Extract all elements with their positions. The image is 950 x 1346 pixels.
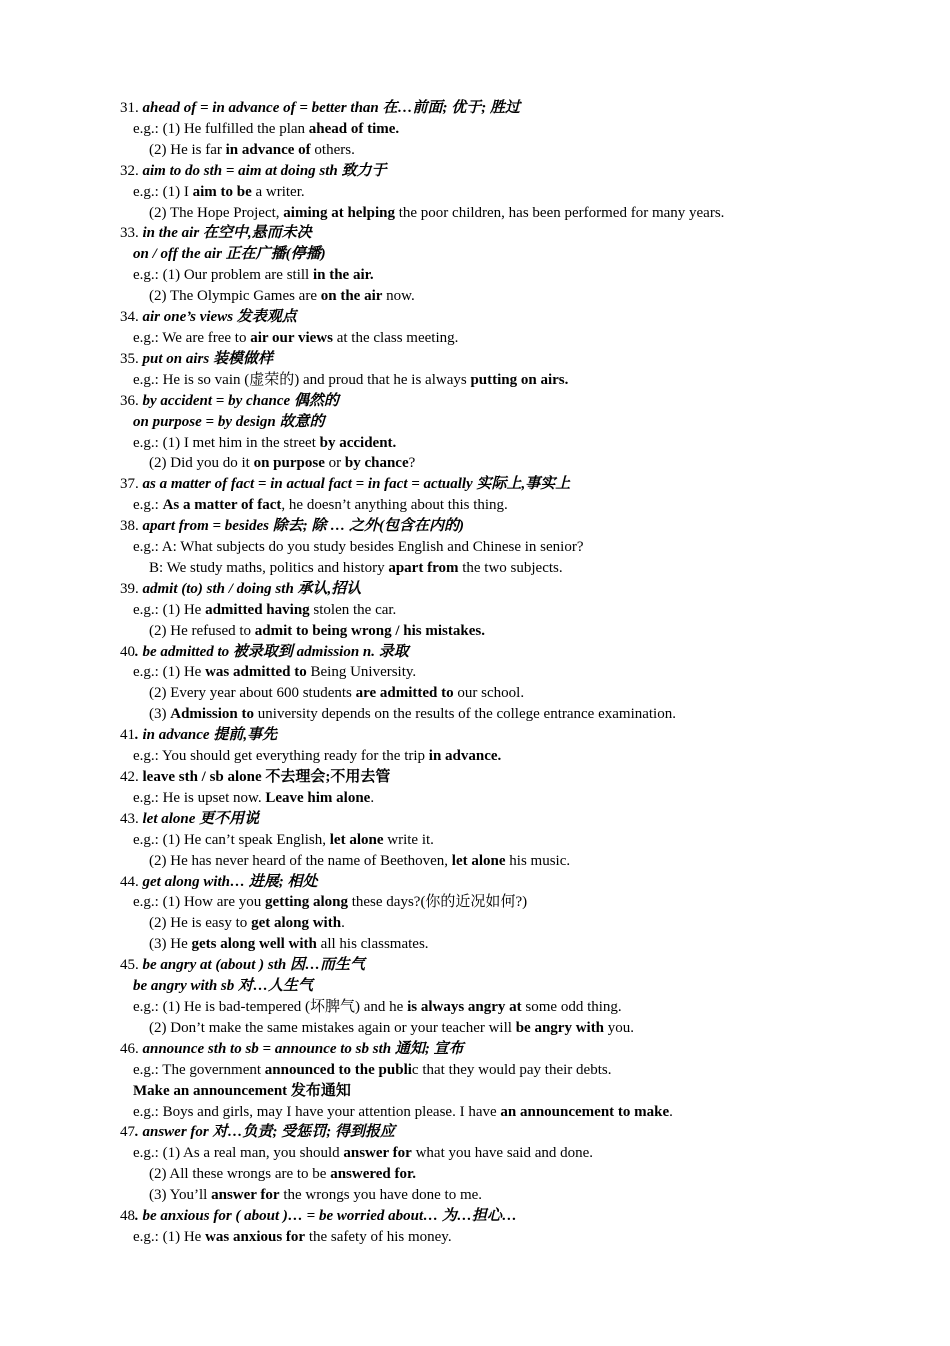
text-segment: be angry with <box>515 1019 605 1036</box>
text-segment: be angry at (about ) sth 因…而生气 <box>142 957 366 974</box>
text-segment: put on airs 装模做样 <box>142 350 273 367</box>
text-segment: e.g.: <box>133 497 163 514</box>
text-segment: answer for <box>211 1187 280 1204</box>
entry-line <box>0 892 950 913</box>
text-segment: e.g.: (1) As a real man, you should <box>133 1145 344 1162</box>
text-segment: 38. <box>120 518 143 535</box>
text-segment: you. <box>604 1019 635 1036</box>
entry-heading <box>0 161 950 182</box>
text-segment: gets along well with <box>191 936 317 953</box>
text-segment: write it. <box>383 831 434 848</box>
text-segment: admit (to) sth / doing sth 承认,招认 <box>142 580 362 597</box>
text-segment: on purpose <box>253 455 325 472</box>
entry-line <box>0 1018 950 1039</box>
text-segment: . in advance 提前,事先 <box>135 727 278 744</box>
text-segment: let alone <box>329 831 384 848</box>
text-segment: As a matter of fact <box>162 497 282 514</box>
text-segment: . <box>341 915 345 932</box>
text-segment: 39. <box>120 580 143 597</box>
text-segment: 45. <box>120 957 143 974</box>
text-segment: Admission to <box>170 706 255 723</box>
text-segment: (3) You’ll <box>149 1187 212 1204</box>
entry-line <box>0 746 950 767</box>
text-segment: . be admitted to 被录取到 admission n. 录取 <box>135 643 409 660</box>
text-segment: by chance <box>344 455 409 472</box>
text-segment: (2) He refused to <box>149 622 255 639</box>
text-segment: e.g.: (1) He <box>133 601 206 618</box>
text-segment: let alone 更不用说 <box>142 810 260 827</box>
text-segment: our school. <box>453 685 525 702</box>
text-segment: 41 <box>120 727 135 744</box>
text-segment: 46. <box>120 1040 143 1057</box>
text-segment: e.g.: He is so vain (虚荣的) and proud that he is always <box>133 371 471 388</box>
text-segment: e.g.: (1) He <box>133 1228 206 1245</box>
text-segment: on purpose = by design 故意的 <box>133 413 325 430</box>
text-segment: e.g.: The government <box>133 1061 265 1078</box>
text-segment: 47 <box>120 1124 135 1141</box>
entry-line <box>0 976 950 997</box>
text-segment: are admitted to <box>355 685 454 702</box>
text-segment: B: We study maths, politics and history <box>149 559 389 576</box>
text-segment: ? <box>408 455 416 472</box>
text-segment: ahead of time. <box>308 120 400 137</box>
text-segment: an announcement to make <box>500 1103 670 1120</box>
entry-heading <box>0 809 950 830</box>
text-segment: e.g.: Boys and girls, may I have your attention please. I have <box>133 1103 501 1120</box>
entry-line <box>0 328 950 349</box>
entry-line <box>0 934 950 955</box>
text-segment: . answer for 对…负责; 受惩罚; 得到报应 <box>135 1124 396 1141</box>
text-segment: admitted having <box>205 601 310 618</box>
entry-line <box>0 412 950 433</box>
entry-line <box>0 495 950 516</box>
entry-line <box>0 851 950 872</box>
text-segment: was anxious for <box>205 1228 306 1245</box>
text-segment: (2) He is easy to <box>149 915 252 932</box>
entry-line <box>0 433 950 454</box>
entry-line <box>0 119 950 140</box>
entry-line <box>0 1185 950 1206</box>
entry-line <box>0 830 950 851</box>
text-segment: what you have said and done. <box>411 1145 594 1162</box>
text-segment: in advance of <box>225 141 311 158</box>
text-segment: admit to being wrong / his mistakes. <box>254 622 485 639</box>
text-segment: 43. <box>120 810 143 827</box>
entry-line <box>0 182 950 203</box>
text-segment: Leave him alone <box>265 789 371 806</box>
entry-heading <box>0 725 950 746</box>
entry-heading <box>0 474 950 495</box>
text-segment: in the air. <box>312 267 374 284</box>
text-segment: others. <box>310 141 355 158</box>
text-segment: 33. <box>120 225 143 242</box>
text-segment: e.g.: (1) He can’t speak English, <box>133 831 330 848</box>
entry-line <box>0 286 950 307</box>
text-segment: now. <box>382 288 415 305</box>
text-segment: announce sth to sb = announce to sb sth 通知; 宣布 <box>142 1040 464 1057</box>
text-segment: university depends on the results of the college entrance examination. <box>254 706 676 723</box>
text-segment: answer for <box>343 1145 412 1162</box>
entry-line <box>0 203 950 224</box>
text-segment: was admitted to <box>205 664 307 681</box>
text-segment: e.g.: You should get everything ready for the trip <box>133 748 429 765</box>
entry-heading <box>0 307 950 328</box>
text-segment: get along with… 进展; 相处 <box>142 873 318 890</box>
entry-line <box>0 600 950 621</box>
entry-heading <box>0 223 950 244</box>
text-segment: the safety of his money. <box>305 1228 452 1245</box>
entry-heading <box>0 872 950 893</box>
text-segment: apart from = besides 除去; 除 … 之外(包含在内的) <box>142 518 464 535</box>
text-segment: 36. <box>120 392 143 409</box>
entry-heading <box>0 516 950 537</box>
entry-heading <box>0 98 950 119</box>
text-segment: e.g.: (1) I met him in the street <box>133 434 320 451</box>
text-segment: all his classmates. <box>316 936 429 953</box>
entry-heading <box>0 391 950 412</box>
text-segment: (2) The Olympic Games are <box>149 288 321 305</box>
text-segment: e.g.: (1) He is bad-tempered (坏脾气) and he <box>133 998 408 1015</box>
entry-heading <box>0 767 950 788</box>
text-segment: these days?(你的近况如何?) <box>347 894 528 911</box>
text-segment: e.g.: (1) I <box>133 183 193 200</box>
text-segment: . <box>669 1103 673 1120</box>
text-segment: e.g.: (1) He <box>133 664 206 681</box>
text-segment: e.g.: (1) How are you <box>133 894 266 911</box>
text-segment: Make an announcement 发布通知 <box>133 1082 351 1099</box>
text-segment: (2) He is far <box>149 141 226 158</box>
text-segment: . be anxious for ( about )… = be worried about… 为…担心… <box>135 1208 517 1225</box>
text-segment: apart from <box>388 559 459 576</box>
entry-heading <box>0 1122 950 1143</box>
text-segment: announced to the publi <box>264 1061 412 1078</box>
text-segment: e.g.: (1) Our problem are still <box>133 267 313 284</box>
text-segment: the poor children, has been performed for many years. <box>394 204 725 221</box>
text-segment: getting along <box>265 894 348 911</box>
entry-line <box>0 453 950 474</box>
text-segment: (2) The Hope Project, <box>149 204 284 221</box>
text-segment: 44. <box>120 873 143 890</box>
text-segment: a writer. <box>251 183 305 200</box>
entry-heading <box>0 1039 950 1060</box>
entry-line <box>0 704 950 725</box>
text-segment: 48 <box>120 1208 135 1225</box>
text-segment: (2) Did you do it <box>149 455 254 472</box>
text-segment: in the air 在空中,悬而未决 <box>142 225 312 242</box>
text-segment: answered for. <box>330 1166 417 1183</box>
text-segment: 35. <box>120 350 143 367</box>
text-segment: get along with <box>251 915 342 932</box>
text-segment: on the air <box>320 288 383 305</box>
entry-line <box>0 140 950 161</box>
text-segment: the wrongs you have done to me. <box>279 1187 483 1204</box>
text-segment: on / off the air 正在广播(停播) <box>133 246 326 263</box>
text-segment: e.g.: (1) He fulfilled the plan <box>133 120 309 137</box>
text-segment: or <box>324 455 345 472</box>
entry-heading <box>0 579 950 600</box>
entry-line <box>0 1143 950 1164</box>
text-segment: Being University. <box>306 664 417 681</box>
text-segment: , he doesn’t anything about this thing. <box>281 497 508 514</box>
text-segment: e.g.: We are free to <box>133 329 251 346</box>
text-segment: his music. <box>505 852 571 869</box>
text-segment: aim to do sth = aim at doing sth 致力于 <box>142 162 387 179</box>
text-segment: in advance. <box>428 748 502 765</box>
entry-line <box>0 662 950 683</box>
entry-line <box>0 1164 950 1185</box>
entry-line <box>0 558 950 579</box>
entry-line <box>0 1081 950 1102</box>
text-segment: 32. <box>120 162 143 179</box>
entry-line <box>0 997 950 1018</box>
entry-line <box>0 244 950 265</box>
text-segment: aiming at helping <box>283 204 395 221</box>
entry-line <box>0 370 950 391</box>
text-segment: aim to be <box>192 183 252 200</box>
text-segment: leave sth / sb alone 不去理会;不用去管 <box>142 769 391 785</box>
entry-line <box>0 265 950 286</box>
entry-line <box>0 788 950 809</box>
text-segment: is always angry at <box>407 998 522 1015</box>
entry-line <box>0 537 950 558</box>
text-segment: c that they would pay their debts. <box>411 1061 612 1078</box>
text-segment: putting on airs. <box>470 371 569 388</box>
text-segment: as a matter of fact = in actual fact = in fact = actually 实际上,事实上 <box>142 476 571 493</box>
text-segment: e.g.: A: What subjects do you study besides English and Chinese in senior? <box>133 539 584 556</box>
text-segment: 40 <box>120 643 135 660</box>
entry-heading <box>0 642 950 663</box>
text-segment: let alone <box>451 852 506 869</box>
text-segment: 37. <box>120 476 143 493</box>
text-segment: 42. <box>120 769 143 785</box>
text-segment: the two subjects. <box>458 559 563 576</box>
entry-line <box>0 683 950 704</box>
text-segment: by accident = by chance 偶然的 <box>142 392 339 409</box>
text-segment: (3) He <box>149 936 192 953</box>
text-segment: some odd thing. <box>521 998 622 1015</box>
text-segment: air one’s views 发表观点 <box>142 309 297 326</box>
entry-heading <box>0 955 950 976</box>
text-segment: air our views <box>250 329 333 346</box>
text-segment: 34. <box>120 309 143 326</box>
document-page <box>0 98 950 1248</box>
text-segment: (2) Every year about 600 students <box>149 685 356 702</box>
text-segment: 31. <box>120 100 143 116</box>
entry-line <box>0 913 950 934</box>
text-segment: be angry with sb 对…人生气 <box>133 978 314 995</box>
entry-heading <box>0 349 950 370</box>
text-segment: e.g.: He is upset now. <box>133 789 266 806</box>
text-segment: by accident. <box>319 434 397 451</box>
text-segment: (2) All these wrongs are to be <box>149 1166 331 1183</box>
text-segment: at the class meeting. <box>332 329 459 346</box>
entry-line <box>0 1060 950 1081</box>
text-segment: (2) He has never heard of the name of Beethoven, <box>149 852 452 869</box>
text-segment: (2) Don’t make the same mistakes again or your teacher will <box>149 1019 516 1036</box>
entry-line <box>0 621 950 642</box>
entry-line <box>0 1102 950 1123</box>
text-segment: ahead of = in advance of = better than 在…前面; 优于; 胜过 <box>142 100 520 116</box>
entry-line <box>0 1227 950 1248</box>
text-segment: (3) <box>149 706 171 723</box>
text-segment: . <box>370 789 375 806</box>
text-segment: stolen the car. <box>309 601 397 618</box>
entry-heading <box>0 1206 950 1227</box>
